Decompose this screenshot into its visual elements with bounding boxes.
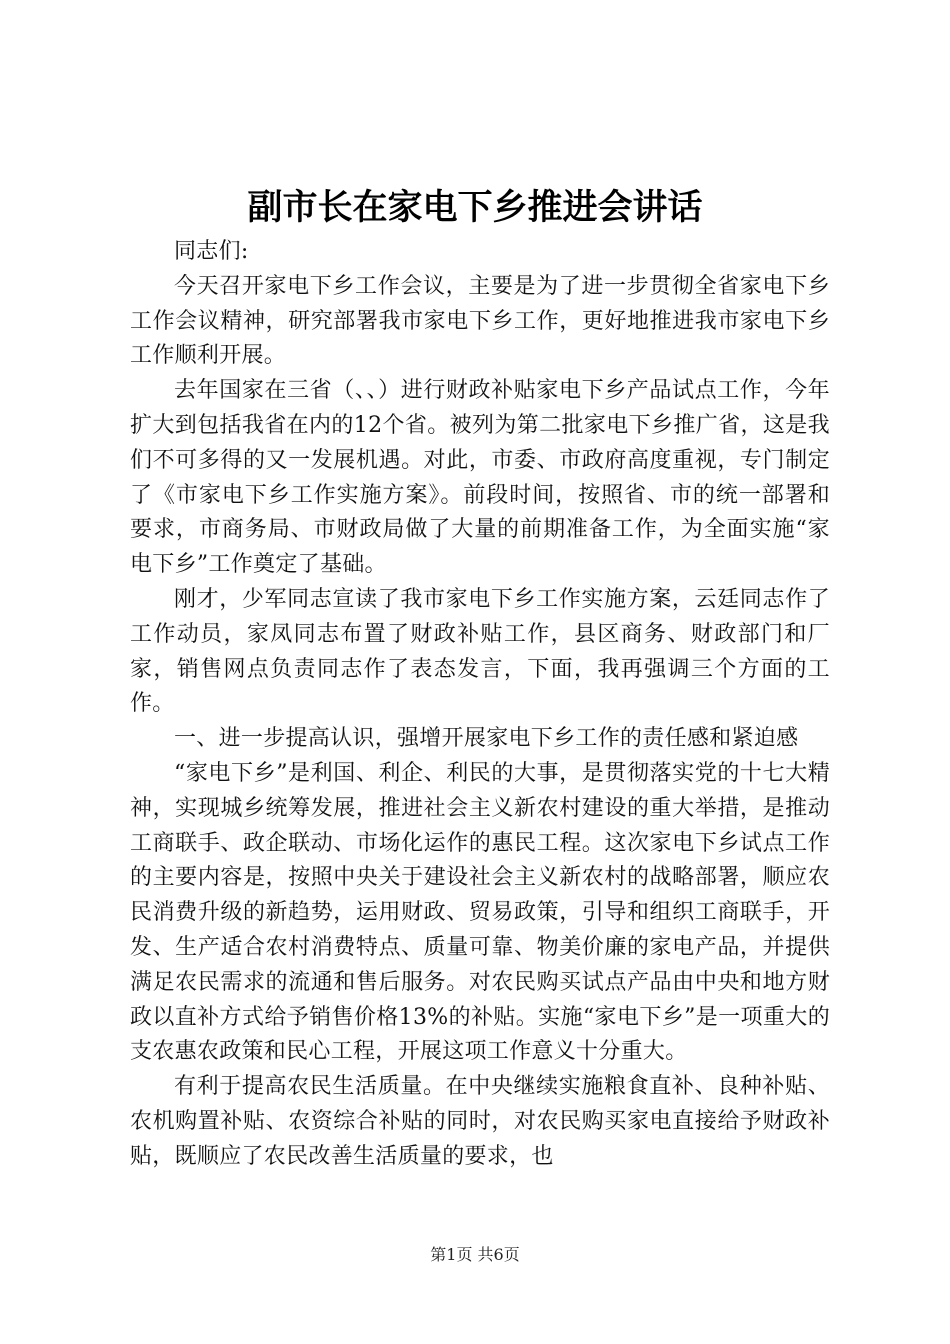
paragraph: 有利于提高农民生活质量。在中央继续实施粮食直补、良种补贴、农机购置补贴、农资综合补贴的同时，对农民购买家电直接给予财政补贴，既顺应了农民改善生活质量的要求，也 xyxy=(130,1074,830,1169)
paragraph: 今天召开家电下乡工作会议，主要是为了进一步贯彻全省家电下乡工作会议精神，研究部署我市家电下乡工作，更好地推进我市家电下乡工作顺利开展。 xyxy=(130,273,830,369)
paragraph: 刚才，少军同志宣读了我市家电下乡工作实施方案，云廷同志作了工作动员，家凤同志布置了财政补贴工作，县区商务、财政部门和厂家，销售网点负责同志作了表态发言，下面，我再强调三个方面的工作。 xyxy=(130,586,830,717)
document-title: 副市长在家电下乡推进会讲话 xyxy=(247,188,703,228)
page-footer: 第1页 共6页 xyxy=(430,1245,520,1264)
paragraph: 去年国家在三省（、、）进行财政补贴家电下乡产品试点工作，今年扩大到包括我省在内的12个省。被列为第二批家电下乡推广省，这是我们不可多得的又一发展机遇。对此，市委、市政府高度重视，专门制定了《市家电下乡工作实施方案》。前段时间，按照省、市的统一部署和要求，市商务局、市财政局做了大量的前期准备工作，为全面实施“家电下乡”工作奠定了基础。 xyxy=(130,378,830,578)
section-heading: 一、进一步提高认识，强增开展家电下乡工作的责任感和紧迫感 xyxy=(174,726,799,752)
paragraph: “家电下乡”是利国、利企、利民的大事，是贯彻落实党的十七大精神，实现城乡统筹发展，推进社会主义新农村建设的重大举措，是推动工商联手、政企联动、市场化运作的惠民工程。这次家电下乡试点工作的主要内容是，按照中央关于建设社会主义新农村的战略部署，顺应农民消费升级的新趋势，运用财政、贸易政策，引导和组织工商联手，开发、生产适合农村消费特点、质量可靠、物美价廉的家电产品，并提供满足农民需求的流通和售后服务。对农民购买试点产品由中央和地方财政以直补方式给予销售价格13%的补贴。实施“家电下乡”是一项重大的支农惠农政策和民心工程，开展这项工作意义十分重大。 xyxy=(130,760,830,1065)
document-body xyxy=(130,235,830,1175)
paragraph-salutation: 同志们: xyxy=(174,239,249,264)
